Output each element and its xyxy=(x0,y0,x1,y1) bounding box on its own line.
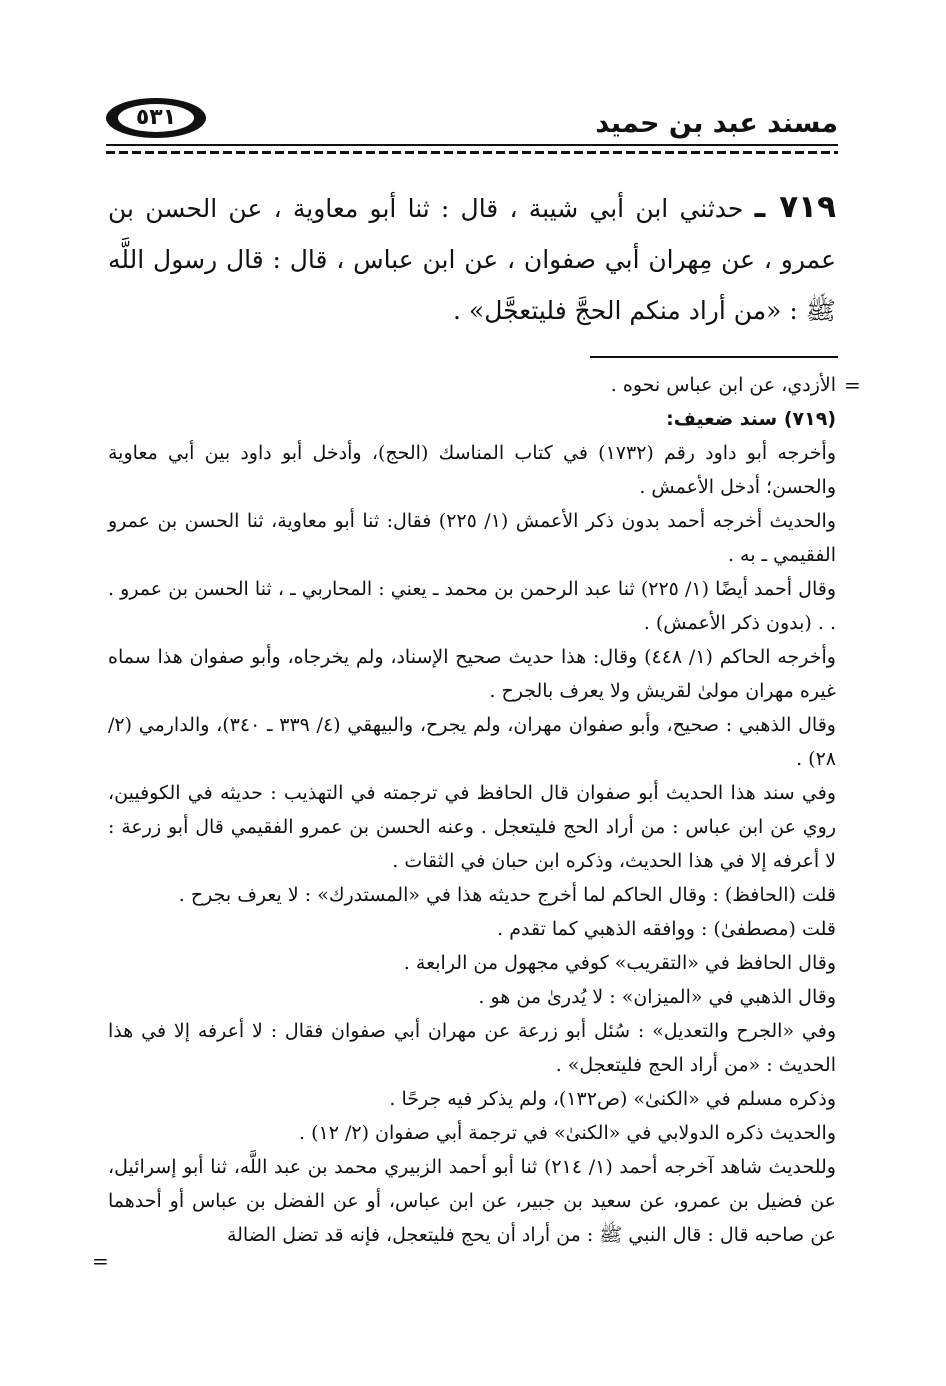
note-line: وللحديث شاهد آخرجه أحمد (١/ ٢١٤) ثنا أبو أحمد الزبيري محمد بن عبد اللَّه، ثنا أبو إسرائيل، عن فضيل بن عمرو، عن سعيد بن جبير، عن ابن عباس، أو عن الفضل بن عباس أو أحدهما عن صاحبه قال : قال النبي ﷺ : من أراد أن يحج فليتعجل، فإنه قد تضل الضالة xyxy=(108,1156,836,1246)
hadith-text-block xyxy=(108,182,836,336)
note-line: وقال الحافظ في «التقريب» كوفي مجهول من الرابعة . xyxy=(403,952,836,974)
continuation-mark: = xyxy=(844,373,861,397)
note-label: (٧١٩) سند ضعيف: xyxy=(666,408,836,430)
note-line: الأزدي، عن ابن عباس نحوه . xyxy=(610,374,836,396)
end-continuation-mark: = xyxy=(92,1249,109,1273)
book-title: مسند عبد بن حميد xyxy=(595,108,838,139)
note-line: وقال أحمد أيضًا (١/ ٢٢٥) ثنا عبد الرحمن بن محمد ـ يعني : المحاربي ـ ، ثنا الحسن بن عمرو . . . (بدون ذكر الأعمش) . xyxy=(108,578,836,634)
note-line: وأخرجه الحاكم (١/ ٤٤٨) وقال: هذا حديث صحيح الإسناد، ولم يخرجاه، وأبو صفوان هذا سماه غيره مهران مولىٰ لقريش ولا يعرف بالجرح . xyxy=(108,646,836,702)
note-line: وذكره مسلم في «الكنىٰ» (ص١٣٢)، ولم يذكر فيه جرحًا . xyxy=(389,1088,836,1110)
note-line: وفي «الجرح والتعديل» : سُئل أبو زرعة عن مهران أبي صفوان فقال : لا أعرفه إلا في هذا الحديث : «من أراد الحج فليتعجل» . xyxy=(108,1020,836,1076)
note-line: وقال الذهبي في «الميزان» : لا يُدرىٰ من هو . xyxy=(478,986,836,1008)
note-line: والحديث ذكره الدولابي في «الكنىٰ» في ترجمة أبي صفوان (٢/ ١٢) . xyxy=(298,1122,836,1144)
page-number: ٥٣١ xyxy=(118,104,194,132)
footnotes-block xyxy=(108,368,836,1252)
note-line: والحديث أخرجه أحمد بدون ذكر الأعمش (١/ ٢٢٥) فقال: ثنا أبو معاوية، ثنا الحسن بن عمرو الفقيمي ـ به . xyxy=(108,510,836,566)
note-line: قلت (الحافظ) : وقال الحاكم لما أخرج حديثه هذا في «المستدرك» : لا يعرف بجرح . xyxy=(178,884,836,906)
header-rule xyxy=(106,144,838,146)
hadith-number: ٧١٩ ـ xyxy=(754,189,836,225)
hadith-text: حدثني ابن أبي شيبة ، قال : ثنا أبو معاوية ، عن الحسن بن عمرو ، عن مِهران أبي صفوان ، عن ابن عباس ، قال : قال رسول اللَّه ﷺ : «من أراد منكم الحجَّ فليتعجَّل» . xyxy=(108,194,836,325)
note-line: وفي سند هذا الحديث أبو صفوان قال الحافظ في ترجمته في التهذيب : حديثه في الكوفيين، روي عن ابن عباس : من أراد الحج فليتعجل . وعنه الحسن بن عمرو الفقيمي قال أبو زرعة : لا أعرفه إلا في هذا الحديث، وذكره ابن حبان في الثقات . xyxy=(108,782,836,872)
footnote-separator xyxy=(590,356,838,358)
note-line: وأخرجه أبو داود رقم (١٧٣٢) في كتاب المناسك (الحج)، وأدخل أبو داود بين أبي معاوية والحسن؛ أدخل الأعمش . xyxy=(108,442,836,498)
page-number-badge xyxy=(106,98,206,138)
note-line: وقال الذهبي : صحيح، وأبو صفوان مهران، ولم يجرح، والبيهقي (٤/ ٣٣٩ ـ ٣٤٠)، والدارمي (٢/ ٢٨) . xyxy=(108,714,836,770)
note-line: قلت (مصطفىٰ) : ووافقه الذهبي كما تقدم . xyxy=(497,918,836,940)
header-dashed-rule xyxy=(106,151,838,154)
